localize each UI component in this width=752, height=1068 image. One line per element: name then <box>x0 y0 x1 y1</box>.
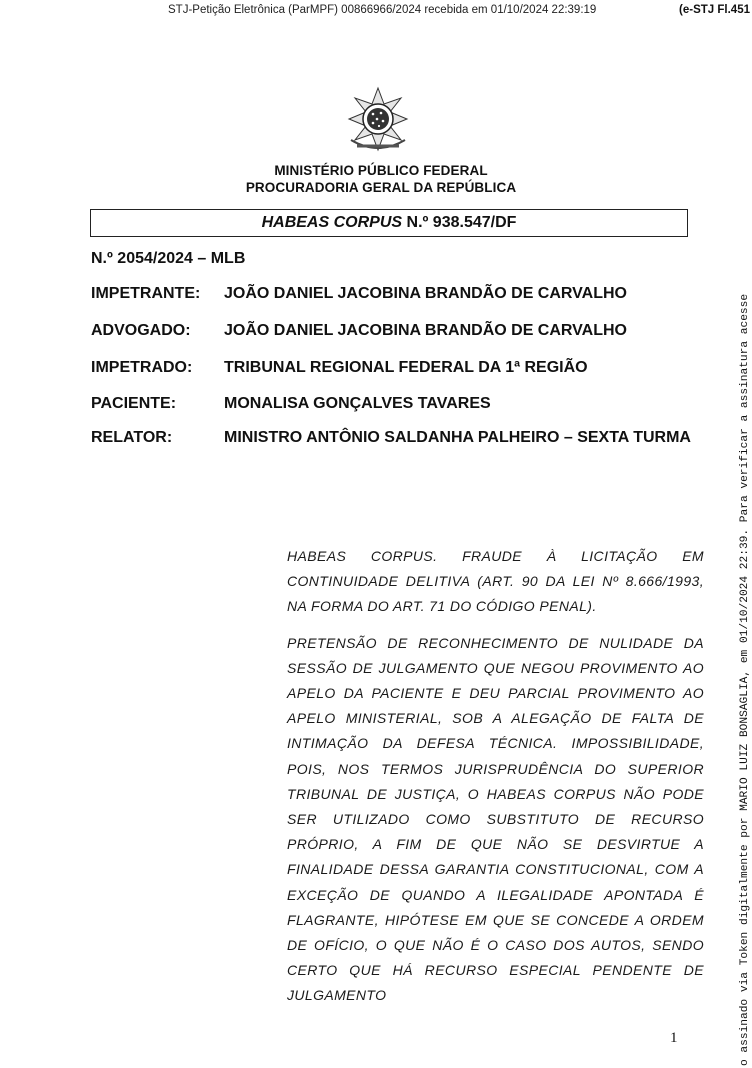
party-value: JOÃO DANIEL JACOBINA BRANDÃO DE CARVALHO <box>224 322 627 339</box>
party-value: JOÃO DANIEL JACOBINA BRANDÃO DE CARVALHO <box>224 285 627 302</box>
party-row-impetrante <box>91 282 627 305</box>
party-label: ADVOGADO: <box>91 322 191 339</box>
party-row-relator <box>91 426 701 449</box>
organization-heading <box>0 162 752 196</box>
party-value: MONALISA GONÇALVES TAVARES <box>224 395 491 412</box>
party-label: IMPETRANTE: <box>91 285 201 302</box>
page-number: 1 <box>670 1030 678 1046</box>
party-value: TRIBUNAL REGIONAL FEDERAL DA 1ª REGIÃO <box>224 359 588 376</box>
case-type: HABEAS CORPUS <box>261 214 403 231</box>
ementa-paragraph-2: PRETENSÃO DE RECONHECIMENTO DE NULIDADE DA SESSÃO DE JULGAMENTO QUE NEGOU PROVIMENTO AO APELO DA PACIENTE E DEU PARCIAL PROVIMENTO AO APELO MINISTERIAL, SOB A ALEGAÇÃO DE FALTA DE INTIMAÇÃO DA DEFESA TÉCNICA. IMPOSSIBILIDADE, POIS, NOS TERMOS JURISPRUDÊNCIA DO SUPERIOR TRIBUNAL DE JUSTIÇA, O HABEAS CORPUS NÃO PODE SER UTILIZADO COMO SUBSTITUTO DE RECURSO PRÓPRIO, A FIM DE QUE NÃO SE DESVIRTUE A FINALIDADE DESSA GARANTIA CONSTITUCIONAL, COM A EXCEÇÃO DE QUANDO A ILEGALIDADE APONTADA É FLAGRANTE, HIPÓTESE EM QUE SE CONCEDE A ORDEM DE OFÍCIO, O QUE NÃO É O CASO DOS AUTOS, SENDO CERTO QUE HÁ RECURSO ESPECIAL PENDENTE DE JULGAMENTO <box>287 634 704 1004</box>
party-row-advogado <box>91 319 627 342</box>
case-number: N.º 938.547/DF <box>402 214 517 231</box>
party-row-impetrado <box>91 356 588 379</box>
document-number: N.º 2054/2024 – MLB <box>91 250 246 267</box>
party-label: PACIENTE: <box>91 395 177 412</box>
ementa-paragraph-1: HABEAS CORPUS. FRAUDE À LICITAÇÃO EM CONTINUIDADE DELITIVA (ART. 90 DA LEI Nº 8.666/1993, NA FORMA DO ART. 71 DO CÓDIGO PENAL). <box>287 548 704 615</box>
org-line-1: MINISTÉRIO PÚBLICO FEDERAL <box>274 163 488 178</box>
page-reference: (e-STJ Fl.451 <box>679 4 750 16</box>
case-title-box <box>90 209 688 237</box>
petition-header <box>0 2 752 20</box>
republic-coat-of-arms-icon <box>343 86 413 152</box>
party-label: RELATOR: <box>91 429 173 446</box>
digital-signature-note: o assinado via Token digitalmente por MARIO LUIZ BONSAGLIA, em 01/10/2024 22:39. Para verificar a assinatura acesse <box>739 293 751 1066</box>
party-value: MINISTRO ANTÔNIO SALDANHA PALHEIRO – SEXTA TURMA <box>224 429 691 446</box>
org-line-2: PROCURADORIA GERAL DA REPÚBLICA <box>245 180 517 195</box>
ementa-block <box>287 544 704 1020</box>
submission-info: STJ-Petição Eletrônica (ParMPF) 00866966/2024 recebida em 01/10/2024 22:39:19 <box>168 4 597 16</box>
party-label: IMPETRADO: <box>91 359 193 376</box>
party-row-paciente <box>91 392 491 415</box>
